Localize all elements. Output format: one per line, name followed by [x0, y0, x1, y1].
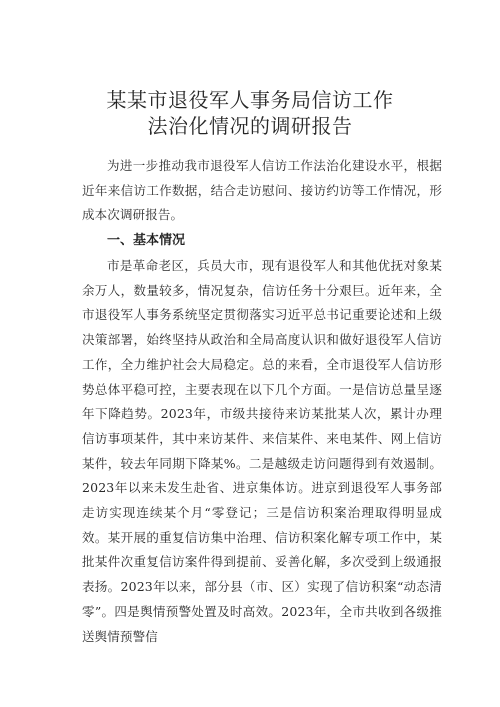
section1-paragraph: 市是革命老区，兵员大市，现有退役军人和其他优抚对象某余万人，数量较多，情况复杂，信访任务十分艰巨。近年来，全市退役军人事务系统坚定贯彻落实习近平总书记重要论述和上级决策部署，始终坚持从政治和全局高度认识和做好退役军人信访工作，全力维护社会大局稳定。总的来看，全市退役军人信访形势总体平稳可控，主要表现在以下几个方面。一是信访总量呈逐年下降趋势。2023年，市级共接待来访某批某人次，累计办理信访事项某件，其中来访某件、来信某件、来电某件、网上信访某件，较去年同期下降某%。二是越级走访问题得到有效遏制。2023年以来未发生赴省、进京集体访。进京到退役军人事务部走访实现连续某个月“零登记；三是信访积案治理取得明显成效。某开展的重复信访集中治理、信访积案化解专项工作中，某批某件次重复信访案件得到提前、妥善化解，多次受到上级通报表扬。2023年以来，部分县（市、区）实现了信访积案“动态清零”。四是舆情预警处置及时高效。2023年，全市共收到各级推送舆情预警信	[82, 258, 442, 644]
section-heading-basic-situation: 一、基本情况	[107, 233, 186, 248]
document-title-line2: 法治化情况的调研报告	[147, 114, 353, 138]
intro-paragraph: 为进一步推动我市退役军人信访工作法治化建设水平，根据近年来信访工作数据，结合走访慰问、接访约访等工作情况，形成本次调研报告。	[82, 158, 442, 223]
document-title-line1: 某某市退役军人事务局信访工作	[106, 88, 394, 112]
